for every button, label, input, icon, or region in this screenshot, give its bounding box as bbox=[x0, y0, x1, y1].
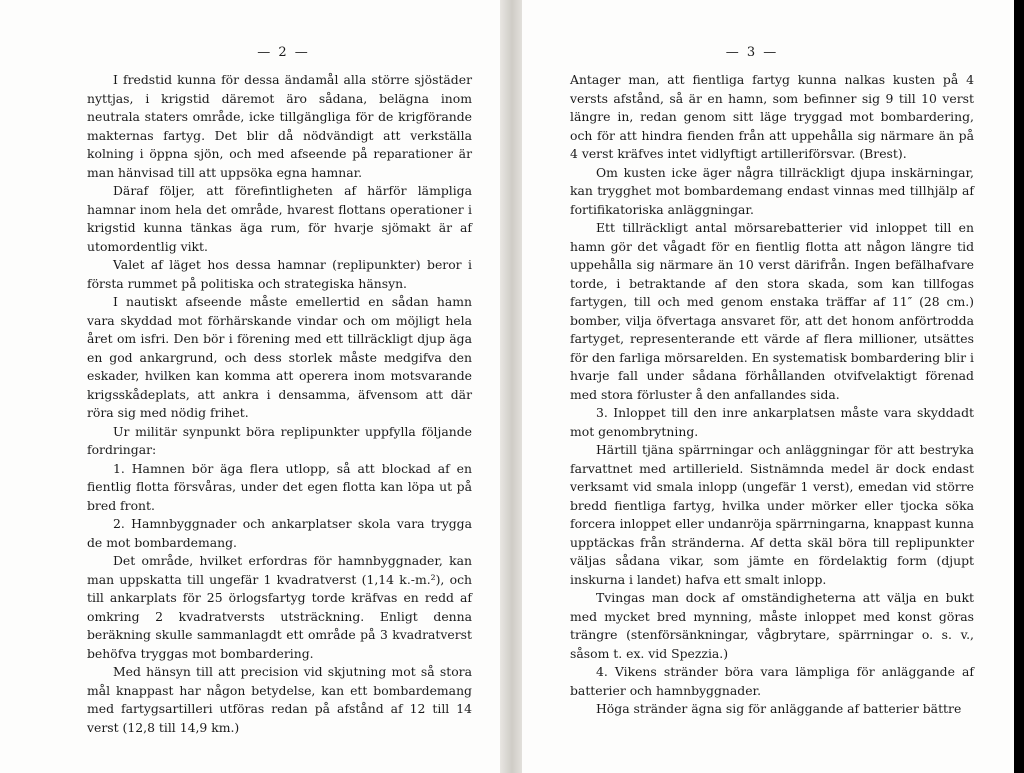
page-text bbox=[87, 71, 472, 737]
paragraph: Tvingas man dock af omständigheterna att välja en bukt med mycket bred mynning, måste inloppet med konst göras trängre (stenförsänkningar, vågbrytare, spärrningar o. s. v., såsom t. ex. vid Spezzia.) bbox=[570, 590, 974, 661]
paragraph: Valet af läget hos dessa hamnar (replipunkter) beror i första rummet på politiska och strategiska hänsyn. bbox=[87, 257, 472, 291]
page-number: — 3 — bbox=[725, 45, 779, 60]
page-number: — 2 — bbox=[257, 45, 310, 60]
paragraph: Höga stränder ägna sig för anläggande af batterier bättre bbox=[596, 701, 962, 716]
paragraph: Ur militär synpunkt böra replipunkter uppfylla följande fordringar: bbox=[87, 423, 472, 457]
paragraph: 3. Inloppet till den inre ankarplatsen måste vara skyddadt mot genombrytning. bbox=[570, 405, 974, 439]
paragraph: 4. Vikens stränder böra vara lämpliga för anläggande af batterier och hamnbyggnader. bbox=[570, 664, 974, 698]
paragraph: Antager man, att fientliga fartyg kunna nalkas kusten på 4 versts afstånd, så är en hamn, som befinner sig 9 till 10 verst längre in, redan genom sitt läge tryggad mot bombardering, och för att hindra fienden från att uppehålla sig närmare än på 4 verst kräfves intet vidlyftigt artilleriförsvar. (Brest). bbox=[570, 72, 974, 161]
paragraph: Ett tillräckligt antal mörsarebatterier vid inloppet till en hamn gör det vågadt för en fientlig flotta att någon längre tid uppehålla sig närmare än 10 verst därifrån. Ingen befälhafvare torde, i betraktande af den stora skada, som kan tillfogas fartygen, till och med genom enstaka träffar af 11″ (28 cm.) bomber, vilja öfvertaga ansvaret för, att det honom anförtrodda fartyget, representerande ett värde af flera millioner, utsättes för den farliga mörsarelden. En systematisk bombardering blir i hvarje fall under sådana förhållanden otvifvelaktigt förenad med stora förluster å den anfallandes sida. bbox=[570, 220, 974, 402]
paragraph: I fredstid kunna för dessa ändamål alla större sjöstäder nyttjas, i krigstid däremot äro sådana, belägna inom neutrala staters område, icke tillgängliga för de krigförande makternas fartyg. Det blir då nödvändigt att verkställa kolning i öppna sjön, och med afseende på reparationer är man hänvisad till att uppsöka egna hamnar. bbox=[87, 72, 472, 180]
book-gutter bbox=[500, 0, 524, 773]
paragraph: Om kusten icke äger några tillräckligt djupa inskärningar, kan trygghet mot bombardemang endast vinnas med tillhjälp af fortifikatoriska anläggningar. bbox=[570, 164, 974, 217]
paragraph: Härtill tjäna spärrningar och anläggningar för att bestryka farvattnet med artillerield. Sistnämnda medel är dock endast verksamt vid smala inlopp (ungefär 1 verst), emedan vid större bredd fientliga fartyg, hvilka under mörker eller tjocka söka forcera inloppet eller undanröja spärrningarna, knappast kunna upptäckas från stränderna. Af detta skäl böra till replipunkter väljas sådana vikar, som jämte en fördelaktig form (djupt inskurna i landet) hafva ett smalt inlopp. bbox=[570, 442, 974, 587]
left-page bbox=[0, 0, 502, 773]
paragraph: I nautiskt afseende måste emellertid en sådan hamn vara skyddad mot förhärskande vindar och om möjligt hela året om isfri. Den bör i förening med ett tillräckligt djup äga en god ankargrund, och dess storlek måste medgifva den eskader, hvilken kan komma att operera inom motsvarande krigsskådeplats, att ankra i densamma, äfvensom att där röra sig med nödig frihet. bbox=[87, 294, 472, 420]
paragraph: Med hänsyn till att precision vid skjutning mot så stora mål knappast har någon betydelse, kan ett bombardemang med fartygsartilleri utföras redan på afstånd af 12 till 14 verst (12,8 till 14,9 km.) bbox=[87, 664, 472, 735]
paragraph: 1. Hamnen bör äga flera utlopp, så att blockad af en fientlig flotta försvåras, under det egen flotta kan löpa ut på bred front. bbox=[87, 460, 472, 513]
page-text bbox=[570, 71, 974, 719]
paragraph: Däraf följer, att förefintligheten af härför lämpliga hamnar inom hela det område, hvarest flottans operationer i krigstid kunna tänkas äga rum, för hvarje sjömakt är af utomordentlig vikt. bbox=[87, 183, 472, 254]
paragraph: Det område, hvilket erfordras för hamnbyggnader, kan man uppskatta till ungefär 1 kvadratverst (1,14 k.-m.²), och till ankarplats för 25 örlogsfartyg torde kräfvas en redd af omkring 2 kvadratversts utsträckning. Enligt denna beräkning skulle sammanlagdt ett område på 3 kvadratverst behöfva tryggas mot bombardering. bbox=[87, 553, 472, 661]
right-page bbox=[522, 0, 1014, 773]
paragraph: 2. Hamnbyggnader och ankarplatser skola vara trygga de mot bombardemang. bbox=[87, 516, 472, 550]
